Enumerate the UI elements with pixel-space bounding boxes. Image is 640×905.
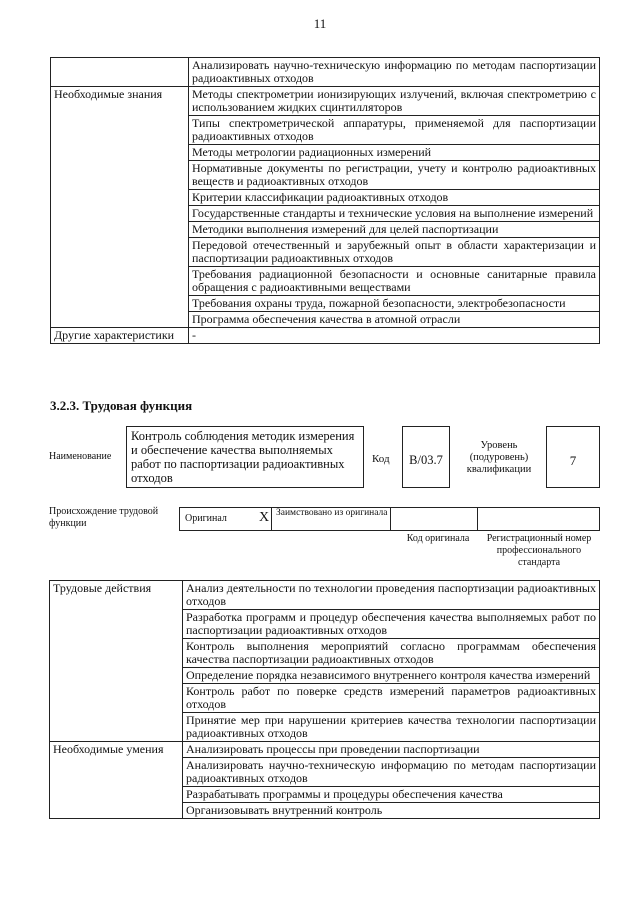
row-label: Другие характеристики [51,328,189,344]
row-item: Требования охраны труда, пожарной безопасности, электробезопасности [189,296,600,312]
code-value: В/03.7 [409,453,443,467]
row-label: Необходимые умения [50,742,183,819]
code-label: Код [372,453,390,465]
original-mark: X [259,510,270,525]
function-name-value: Контроль соблюдения методик измерения и обеспечение качества выполняемых работ по паспортизации радиоактивных отходов [131,429,355,485]
function-name-box [126,426,364,488]
original-label: Оригинал [185,513,227,524]
actions-skills-table-body [50,581,600,819]
origin-row [179,507,600,531]
level-value: 7 [569,453,577,468]
original-code-label: Код оригинала [406,533,470,544]
name-label: Наименование [49,451,112,462]
row-item: Разрабатывать программы и процедуры обеспечения качества [183,787,600,803]
row-label [51,58,189,87]
row-item: Государственные стандарты и технические условия на выполнение измерений [189,206,600,222]
actions-skills-table [49,580,600,819]
page-number: 11 [313,16,327,31]
row-item: Типы спектрометрической аппаратуры, применяемой для паспортизации радиоактивных отходов [189,116,600,145]
row-item: Передовой отечественный и зарубежный опыт в области характеризации и паспортизации радиоактивных отходов [189,238,600,267]
row-item: Разработка программ и процедур обеспечения качества выполняемых работ по паспортизации радиоактивных отходов [183,610,600,639]
table-row [51,58,600,87]
level-label: Уровень (подуровень) квалификации [466,440,532,475]
knowledge-table-body [51,58,600,344]
section-heading: 3.2.3. Трудовая функция [50,398,193,413]
reg-number-label: Регистрационный номер профессионального стандарта [486,533,592,568]
row-item: Анализировать научно-техническую информацию по методам паспортизации радиоактивных отходов [189,58,600,87]
row-item: Программа обеспечения качества в атомной отрасли [189,312,600,328]
code-box [402,426,450,488]
row-item: Анализ деятельности по технологии проведения паспортизации радиоактивных отходов [183,581,600,610]
row-item: Контроль работ по поверке средств измерений параметров радиоактивных отходов [183,684,600,713]
borrowed-label: Заимствовано из оригинала [276,508,388,518]
row-item: Контроль выполнения мероприятий согласно программам обеспечения качества паспортизации радиоактивных отходов [183,639,600,668]
row-item: Принятие мер при нарушении критериев качества технологии паспортизации радиоактивных отходов [183,713,600,742]
row-item: Критерии классификации радиоактивных отходов [189,190,600,206]
borrowed-cell [272,508,391,530]
row-item: - [189,328,600,344]
original-cell [180,508,272,530]
row-item: Методы спектрометрии ионизирующих излучений, включая спектрометрию с использованием жидких сцинтилляторов [189,87,600,116]
row-label: Необходимые знания [51,87,189,328]
row-item: Нормативные документы по регистрации, учету и контролю радиоактивных веществ и радиоактивных отходов [189,161,600,190]
original-code-cell [391,508,478,530]
table-row [51,87,600,116]
row-item: Требования радиационной безопасности и основные санитарные правила обращения с радиоактивными веществами [189,267,600,296]
table-row [51,328,600,344]
row-item: Определение порядка независимого внутреннего контроля качества измерений [183,668,600,684]
table-row [50,581,600,610]
knowledge-table [50,57,600,344]
table-row [50,742,600,758]
row-label: Трудовые действия [50,581,183,742]
row-item: Методы метрологии радиационных измерений [189,145,600,161]
level-box [546,426,600,488]
row-item: Организовывать внутренний контроль [183,803,600,819]
row-item: Методики выполнения измерений для целей паспортизации [189,222,600,238]
reg-number-cell [478,508,599,530]
row-item: Анализировать научно-техническую информацию по методам паспортизации радиоактивных отходов [183,758,600,787]
origin-label: Происхождение трудовой функции [49,506,159,529]
row-item: Анализировать процессы при проведении паспортизации [183,742,600,758]
